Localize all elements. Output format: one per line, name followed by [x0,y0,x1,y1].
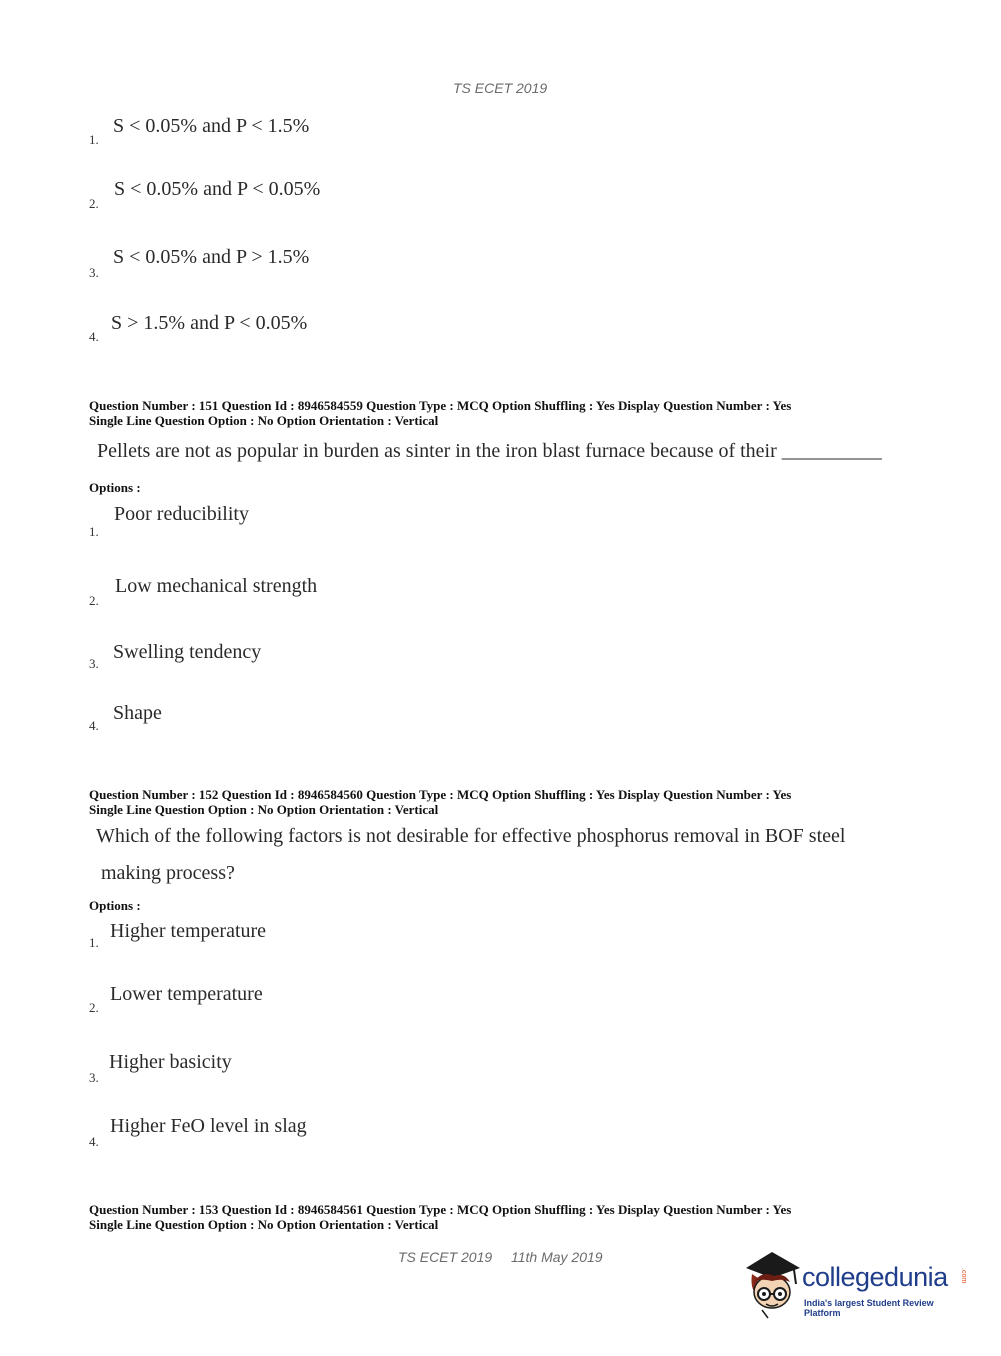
option-number: 4. [89,718,99,733]
question-text-line2: making process? [101,862,235,884]
option-text: Lower temperature [110,983,263,1005]
footer-date: 11th May 2019 [511,1249,603,1265]
option-text: Higher FeO level in slag [110,1115,307,1137]
question-meta-line1: Question Number : 153 Question Id : 8946584561 Question Type : MCQ Option Shuffling : Yes Display Question Number : Yes [89,1202,792,1217]
option-text: Shape [113,702,162,724]
option-number: 1. [89,524,99,539]
option-number: 1. [89,935,99,950]
option-text: Low mechanical strength [115,575,318,597]
option-text: S < 0.05% and P < 1.5% [113,115,310,137]
option-text: S > 1.5% and P < 0.05% [111,312,308,334]
collegedunia-logo [742,1248,972,1320]
options-label: Options : [89,480,141,495]
question-meta-line2: Single Line Question Option : No Option Orientation : Vertical [89,413,439,428]
page-header-title: TS ECET 2019 [453,80,548,96]
option-number: 2. [89,593,99,608]
option-text: Higher basicity [109,1051,232,1073]
options-label: Options : [89,898,141,913]
question-meta-line2: Single Line Question Option : No Option Orientation : Vertical [89,802,439,817]
student-mascot-icon [742,1248,802,1320]
option-text: Poor reducibility [114,503,249,525]
logo-tagline: India's largest Student Review Platform [804,1298,934,1318]
option-number: 1. [89,132,99,147]
question-meta-line1: Question Number : 151 Question Id : 8946584559 Question Type : MCQ Option Shuffling : Yes Display Question Number : Yes [89,398,792,413]
option-number: 2. [89,196,99,211]
option-text: Higher temperature [110,920,267,942]
option-number: 2. [89,1000,99,1015]
option-text: Swelling tendency [113,641,262,663]
option-number: 3. [89,265,99,280]
logo-dotcom: .com [960,1268,967,1284]
option-text: S < 0.05% and P > 1.5% [113,246,310,268]
footer-exam: TS ECET 2019 [398,1249,493,1265]
logo-wordmark: collegedunia [802,1262,948,1292]
option-number: 3. [89,1070,99,1085]
question-text-line1: Which of the following factors is not desirable for effective phosphorus removal in BOF steel [96,825,846,847]
option-number: 3. [89,656,99,671]
question-text: Pellets are not as popular in burden as sinter in the iron blast furnace because of their __________ [97,440,882,462]
question-meta-line1: Question Number : 152 Question Id : 8946584560 Question Type : MCQ Option Shuffling : Yes Display Question Number : Yes [89,787,792,802]
question-meta-line2: Single Line Question Option : No Option Orientation : Vertical [89,1217,439,1232]
option-text: S < 0.05% and P < 0.05% [114,178,321,200]
option-number: 4. [89,329,99,344]
option-number: 4. [89,1134,99,1149]
